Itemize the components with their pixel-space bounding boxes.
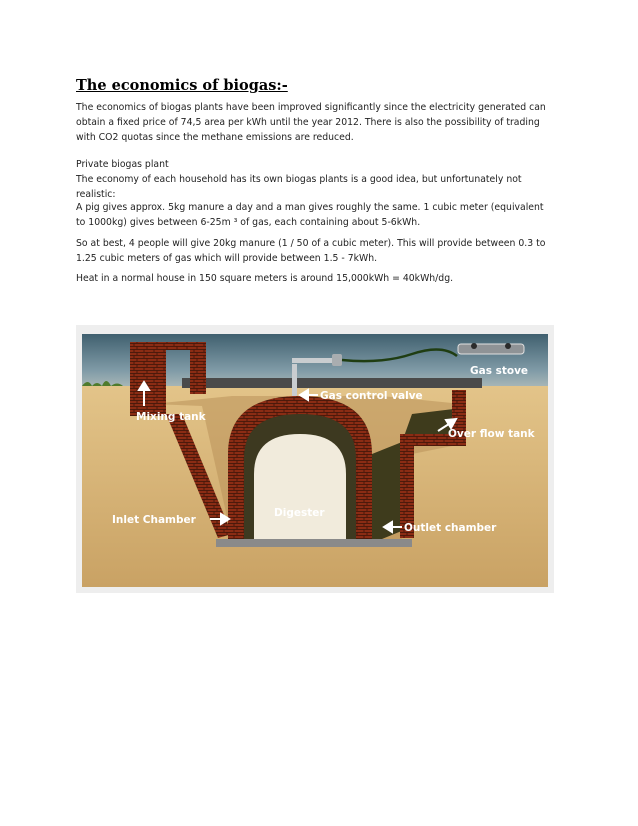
mixing-tank-brick [130, 346, 166, 416]
cover-slab [182, 378, 482, 388]
label-gas-control-valve: Gas control valve [320, 390, 423, 402]
mixing-tank-rim [130, 342, 206, 350]
intro-line: The economics of biogas plants have been improved significantly since the electricity generated can [76, 102, 546, 113]
burner-icon [471, 343, 477, 349]
mixing-tank-wall [190, 346, 206, 394]
best-paragraph [76, 236, 566, 266]
gas-stove-icon [458, 344, 524, 354]
intro-line: obtain a fixed price of 74,5 area per kWh until the year 2012. There is also the possibility of trading [76, 117, 540, 128]
burner-icon [505, 343, 511, 349]
label-gas-stove: Gas stove [470, 365, 529, 377]
gas-pipe-vertical [292, 364, 297, 396]
best-line: 1.25 cubic meters of gas which will provide between 1.5 - 7kWh. [76, 253, 378, 264]
base-slab [216, 539, 412, 547]
page-title: The economics of biogas:- [76, 77, 288, 94]
label-inlet-chamber: Inlet Chamber [112, 514, 196, 526]
pig-paragraph [76, 200, 566, 230]
intro-paragraph [76, 100, 566, 145]
intro-line: with CO2 quotas since the methane emissions are reduced. [76, 132, 354, 143]
private-heading: Private biogas plant [76, 159, 169, 170]
private-line: realistic: [76, 189, 116, 200]
label-outlet-chamber: Outlet chamber [404, 522, 497, 534]
gas-pipe-horizontal [292, 358, 336, 363]
label-over-flow-tank: Over flow tank [448, 428, 535, 440]
label-digester: Digester [274, 507, 325, 519]
figure-frame [82, 334, 548, 587]
gas-control-valve-icon [332, 354, 342, 366]
best-line: So at best, 4 people will give 20kg manure (1 / 50 of a cubic meter). This will provide between 0.3 to [76, 238, 546, 249]
label-mixing-tank: Mixing tank [136, 411, 206, 423]
private-line: The economy of each household has its own biogas plants is a good idea, but unfortunately not [76, 174, 522, 185]
heat-line: Heat in a normal house in 150 square meters is around 15,000kWh = 40kWh/dg. [76, 273, 454, 284]
biogas-plant-diagram [82, 334, 548, 587]
digester-gas-space [254, 434, 346, 539]
heat-paragraph [76, 271, 566, 286]
biogas-plant-figure [76, 325, 554, 593]
pig-line: to 1000kg) gives between 6-25m ³ of gas, each containing about 5-6kWh. [76, 217, 421, 228]
private-paragraph [76, 157, 566, 202]
pig-line: A pig gives approx. 5kg manure a day and a man gives roughly the same. 1 cubic meter (equivalent [76, 202, 544, 213]
